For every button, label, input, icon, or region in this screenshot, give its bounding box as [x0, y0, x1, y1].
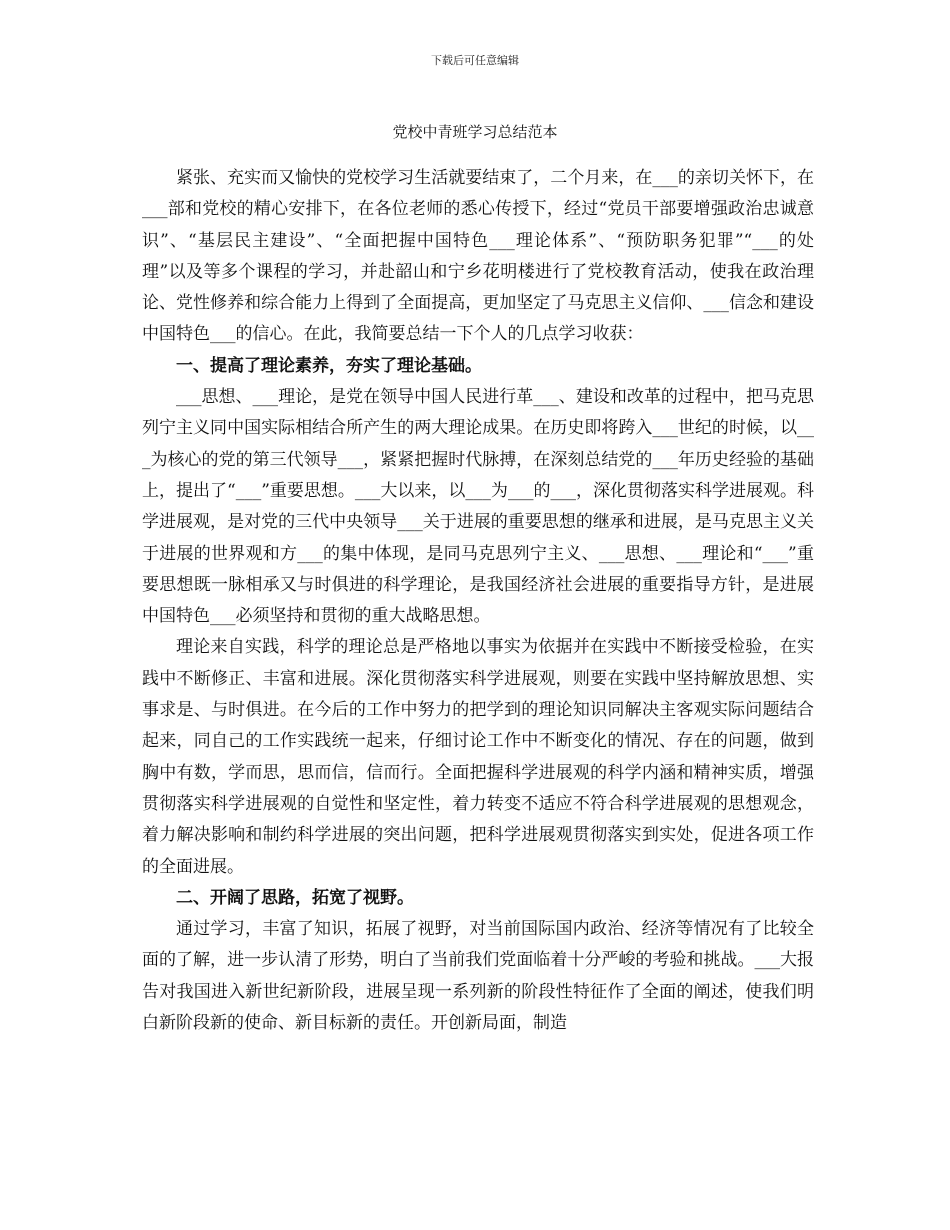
document-body [142, 163, 814, 1039]
paragraph-intro: 紧张、充实而又愉快的党校学习生活就要结束了，二个月来，在___的亲切关怀下，在___部和党校的精心安排下，在各位老师的悉心传授下，经过“党员干部要增强政治忠诚意识”、“基层民主建设”、“全面把握中国特色___理论体系”、“预防职务犯罪”“___的处理”以及等多个课程的学习，并赴韶山和宁乡花明楼进行了党校教育活动，使我在政治理论、党性修养和综合能力上得到了全面提高，更加坚定了马克思主义信仰、___信念和建设中国特色___的信心。在此，我简要总结一下个人的几点学习收获： [142, 168, 814, 345]
document-title: 党校中青班学习总结范本 [392, 123, 558, 141]
section-heading-2: 二、开阔了思路，拓宽了视野。 [176, 887, 414, 908]
section-heading-1: 一、提高了理论素养，夯实了理论基础。 [176, 355, 482, 376]
paragraph-theory: ___思想、___理论，是党在领导中国人民进行革___、建设和改革的过程中，把马克思列宁主义同中国实际相结合所产生的两大理论成果。在历史即将跨入___世纪的时候，以___为核心的党的第三代领导___，紧紧把握时代脉搏，在深刻总结党的___年历史经验的基础上，提出了“___”重要思想。___大以来，以___为___的___，深化贯彻落实科学进展观。科学进展观，是对党的三代中央领导___关于进展的重要思想的继承和进展，是马克思主义关于进展的世界观和方___的集中体现，是同马克思列宁主义、___思想、___理论和“___”重要思想既一脉相承又与时俱进的科学理论，是我国经济社会进展的重要指导方针，是进展中国特色___必须坚持和贯彻的重大战略思想。 [142, 387, 814, 627]
paragraph-practice: 理论来自实践，科学的理论总是严格地以事实为依据并在实践中不断接受检验，在实践中不断修正、丰富和进展。深化贯彻落实科学进展观，则要在实践中坚持解放思想、实事求是、与时俱进。在今后的工作中努力的把学到的理论知识同解决主客观实际问题结合起来，同自己的工作实践统一起来，仔细讨论工作中不断变化的情况、存在的问题，做到胸中有数，学而思，思而信，信而行。全面把握科学进展观的科学内涵和精神实质，增强贯彻落实科学进展观的自觉性和坚定性，着力转变不适应不符合科学进展观的思想观念，着力解决影响和制约科学进展的突出问题，把科学进展观贯彻落实到实处，促进各项工作的全面进展。 [142, 637, 814, 877]
page-header-note: 下载后可任意编辑 [431, 54, 519, 67]
paragraph-horizons: 通过学习，丰富了知识，拓展了视野，对当前国际国内政治、经济等情况有了比较全面的了解，进一步认清了形势，明白了当前我们党面临着十分严峻的考验和挑战。___大报告对我国进入新世纪新阶段，进展呈现一系列新的阶段性特征作了全面的阐述，使我们明白新阶段新的使命、新目标新的责任。开创新局面，制造 [142, 919, 814, 1034]
